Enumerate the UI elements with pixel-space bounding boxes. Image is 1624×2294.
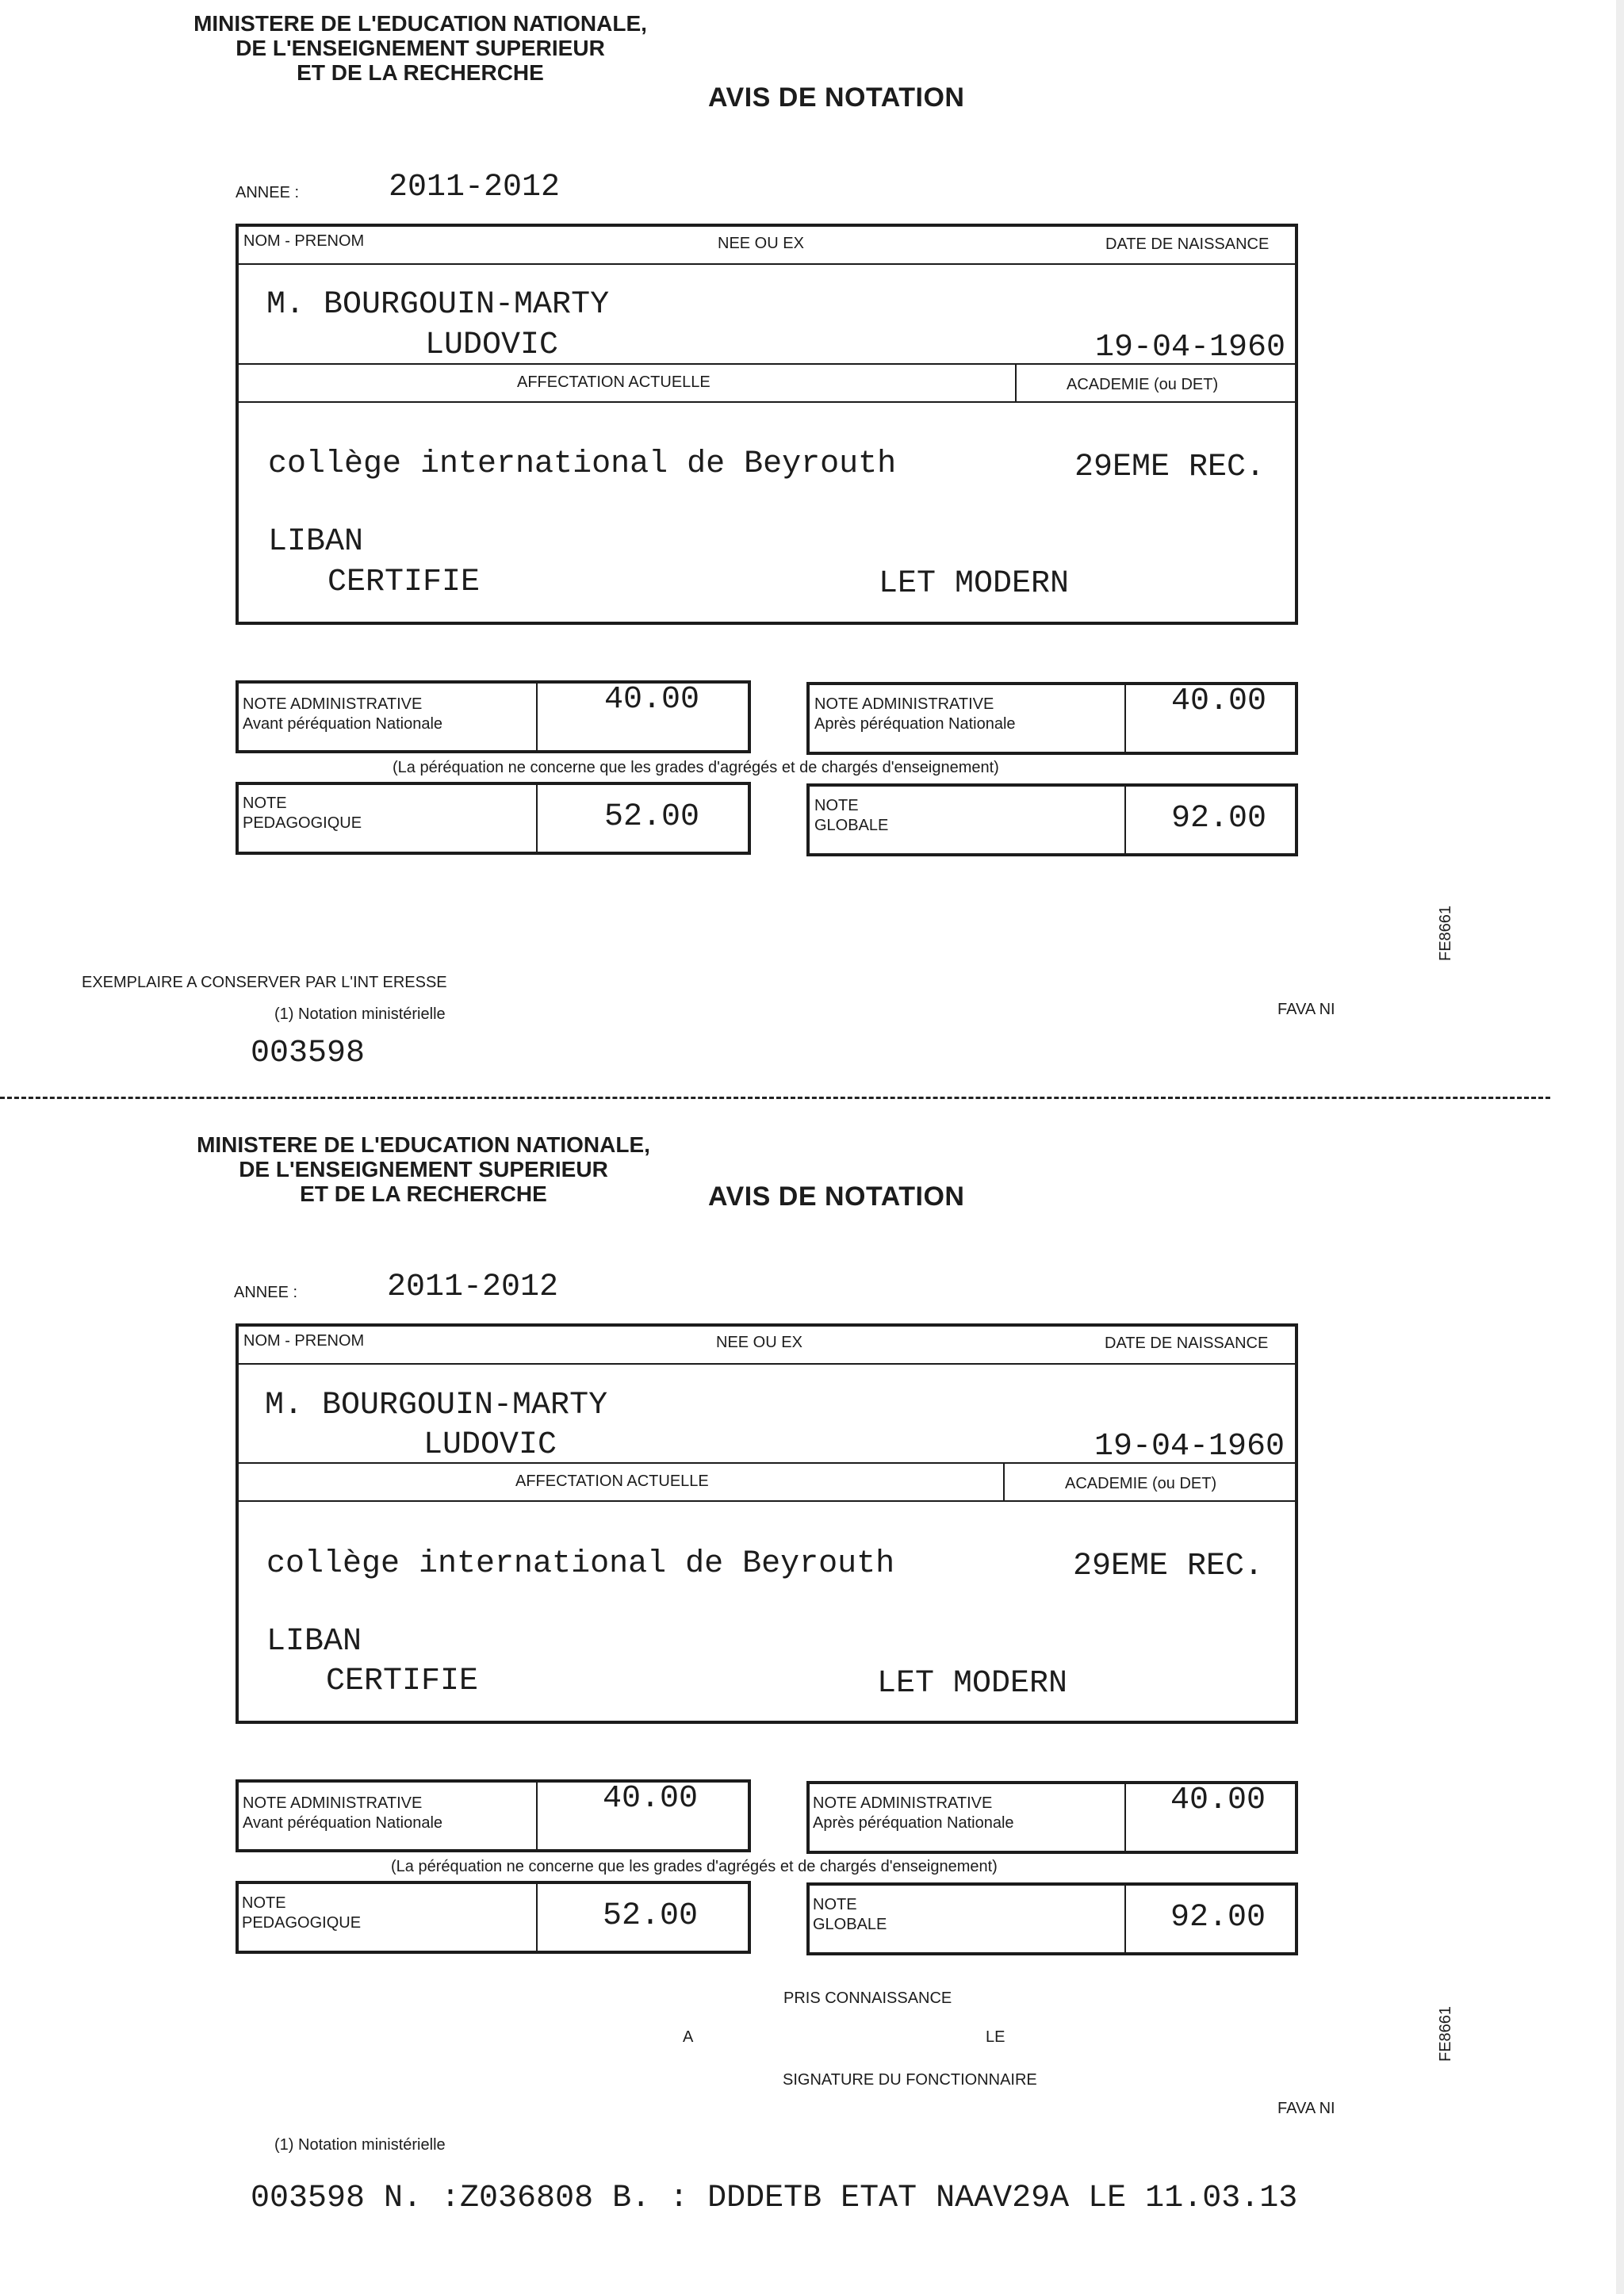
- birthdate: 19-04-1960: [1094, 1429, 1285, 1465]
- divider: [1124, 684, 1126, 753]
- grade: CERTIFIE: [326, 1664, 479, 1699]
- signature-label: SIGNATURE DU FONCTIONNAIRE: [783, 2071, 1037, 2089]
- academie-value: 29EME REC.: [1073, 1549, 1264, 1584]
- exemplaire-label: EXEMPLAIRE A CONSERVER PAR L'INT ERESSE: [82, 974, 447, 991]
- divider: [1124, 786, 1126, 854]
- header-nom-prenom: NOM - PRENOM: [243, 1332, 365, 1350]
- note-admin-apres-value: 40.00: [1170, 1783, 1266, 1818]
- name-line-2: LUDOVIC: [425, 327, 559, 363]
- academie-value: 29EME REC.: [1074, 450, 1266, 485]
- note-pedagogique-label: NOTE PEDAGOGIQUE: [243, 795, 362, 832]
- note-globale-value: 92.00: [1171, 801, 1267, 837]
- name-line-1: M. BOURGOUIN-MARTY: [266, 287, 610, 323]
- name-line-2: LUDOVIC: [423, 1427, 557, 1463]
- divider: [1015, 364, 1017, 402]
- fava-label: FAVA NI: [1277, 1001, 1335, 1018]
- ministry-header: MINISTERE DE L'EDUCATION NATIONALE, DE L'ENSEIGNEMENT SUPERIEUR ET DE LA RECHERCHE: [193, 11, 647, 85]
- note-globale-label: NOTE GLOBALE: [813, 1896, 887, 1933]
- pays: LIBAN: [268, 524, 364, 560]
- header-date-naissance: DATE DE NAISSANCE: [1105, 1335, 1269, 1352]
- annee-value: 2011-2012: [389, 170, 561, 205]
- note-globale-label: NOTE GLOBALE: [814, 797, 889, 834]
- name-line-1: M. BOURGOUIN-MARTY: [265, 1388, 608, 1423]
- notation-ministerielle-note: (1) Notation ministérielle: [274, 2136, 446, 2154]
- a-label: A: [683, 2028, 694, 2046]
- discipline: LET MODERN: [877, 1666, 1068, 1702]
- header-academie: ACADEMIE (ou DET): [1065, 1475, 1217, 1492]
- form-code: FE8661: [1437, 905, 1454, 961]
- note-admin-avant-label: NOTE ADMINISTRATIVE Avant péréquation Nationale: [243, 1794, 443, 1832]
- notation-ministerielle-note: (1) Notation ministérielle: [274, 1005, 446, 1023]
- note-pedagogique-label: NOTE PEDAGOGIQUE: [242, 1894, 362, 1932]
- divider: [1003, 1463, 1005, 1501]
- divider: [1124, 1783, 1126, 1852]
- note-admin-avant-label: NOTE ADMINISTRATIVE Avant péréquation Nationale: [243, 695, 443, 733]
- grade: CERTIFIE: [327, 565, 481, 600]
- document-title: AVIS DE NOTATION: [708, 1181, 965, 1212]
- header-academie: ACADEMIE (ou DET): [1067, 376, 1219, 393]
- header-date-naissance: DATE DE NAISSANCE: [1105, 236, 1270, 253]
- header-nee-ou-ex: NEE OU EX: [718, 235, 804, 252]
- divider: [536, 683, 538, 751]
- cut-line: [0, 1097, 1550, 1099]
- fava-label: FAVA NI: [1277, 2100, 1335, 2117]
- annee-label: ANNEE :: [234, 1284, 298, 1301]
- form-code: FE8661: [1437, 2005, 1454, 2062]
- header-nom-prenom: NOM - PRENOM: [243, 232, 365, 250]
- etablissement: collège international de Beyrouth: [268, 446, 897, 482]
- discipline: LET MODERN: [879, 566, 1070, 602]
- footer-reference-line: 003598 N. :Z036808 B. : DDDETB ETAT NAAV29A LE 11.03.13: [251, 2181, 1298, 2216]
- perequation-note: (La péréquation ne concerne que les grades d'agrégés et de chargés d'enseignement): [393, 759, 999, 776]
- divider: [536, 784, 538, 852]
- annee-value: 2011-2012: [387, 1270, 559, 1305]
- note-globale-value: 92.00: [1170, 1900, 1266, 1936]
- divider: [238, 1500, 1296, 1502]
- note-pedagogique-value: 52.00: [604, 799, 700, 835]
- divider: [536, 1782, 538, 1850]
- birthdate: 19-04-1960: [1095, 330, 1286, 366]
- divider: [238, 1363, 1296, 1365]
- document-number: 003598: [251, 1036, 366, 1071]
- perequation-note: (La péréquation ne concerne que les grades d'agrégés et de chargés d'enseignement): [391, 1858, 998, 1875]
- divider: [238, 401, 1296, 403]
- note-admin-avant-value: 40.00: [603, 1781, 699, 1817]
- note-admin-apres-value: 40.00: [1171, 684, 1267, 719]
- pays: LIBAN: [266, 1624, 362, 1660]
- document-title: AVIS DE NOTATION: [708, 82, 965, 113]
- header-affectation: AFFECTATION ACTUELLE: [515, 1473, 709, 1490]
- note-admin-avant-value: 40.00: [604, 682, 700, 718]
- pris-connaissance-label: PRIS CONNAISSANCE: [783, 1990, 952, 2007]
- scan-edge-shadow: [1616, 0, 1624, 2294]
- note-admin-apres-label: NOTE ADMINISTRATIVE Après péréquation Nationale: [813, 1794, 1014, 1832]
- annee-label: ANNEE :: [236, 184, 300, 201]
- ministry-header: MINISTERE DE L'EDUCATION NATIONALE, DE L'ENSEIGNEMENT SUPERIEUR ET DE LA RECHERCHE: [197, 1132, 650, 1206]
- divider: [238, 263, 1296, 265]
- etablissement: collège international de Beyrouth: [266, 1546, 895, 1582]
- note-pedagogique-value: 52.00: [603, 1898, 699, 1934]
- le-label: LE: [986, 2028, 1005, 2046]
- divider: [536, 1883, 538, 1951]
- divider: [1124, 1885, 1126, 1953]
- header-nee-ou-ex: NEE OU EX: [716, 1334, 802, 1351]
- note-admin-apres-label: NOTE ADMINISTRATIVE Après péréquation Nationale: [814, 695, 1016, 733]
- header-affectation: AFFECTATION ACTUELLE: [517, 373, 710, 391]
